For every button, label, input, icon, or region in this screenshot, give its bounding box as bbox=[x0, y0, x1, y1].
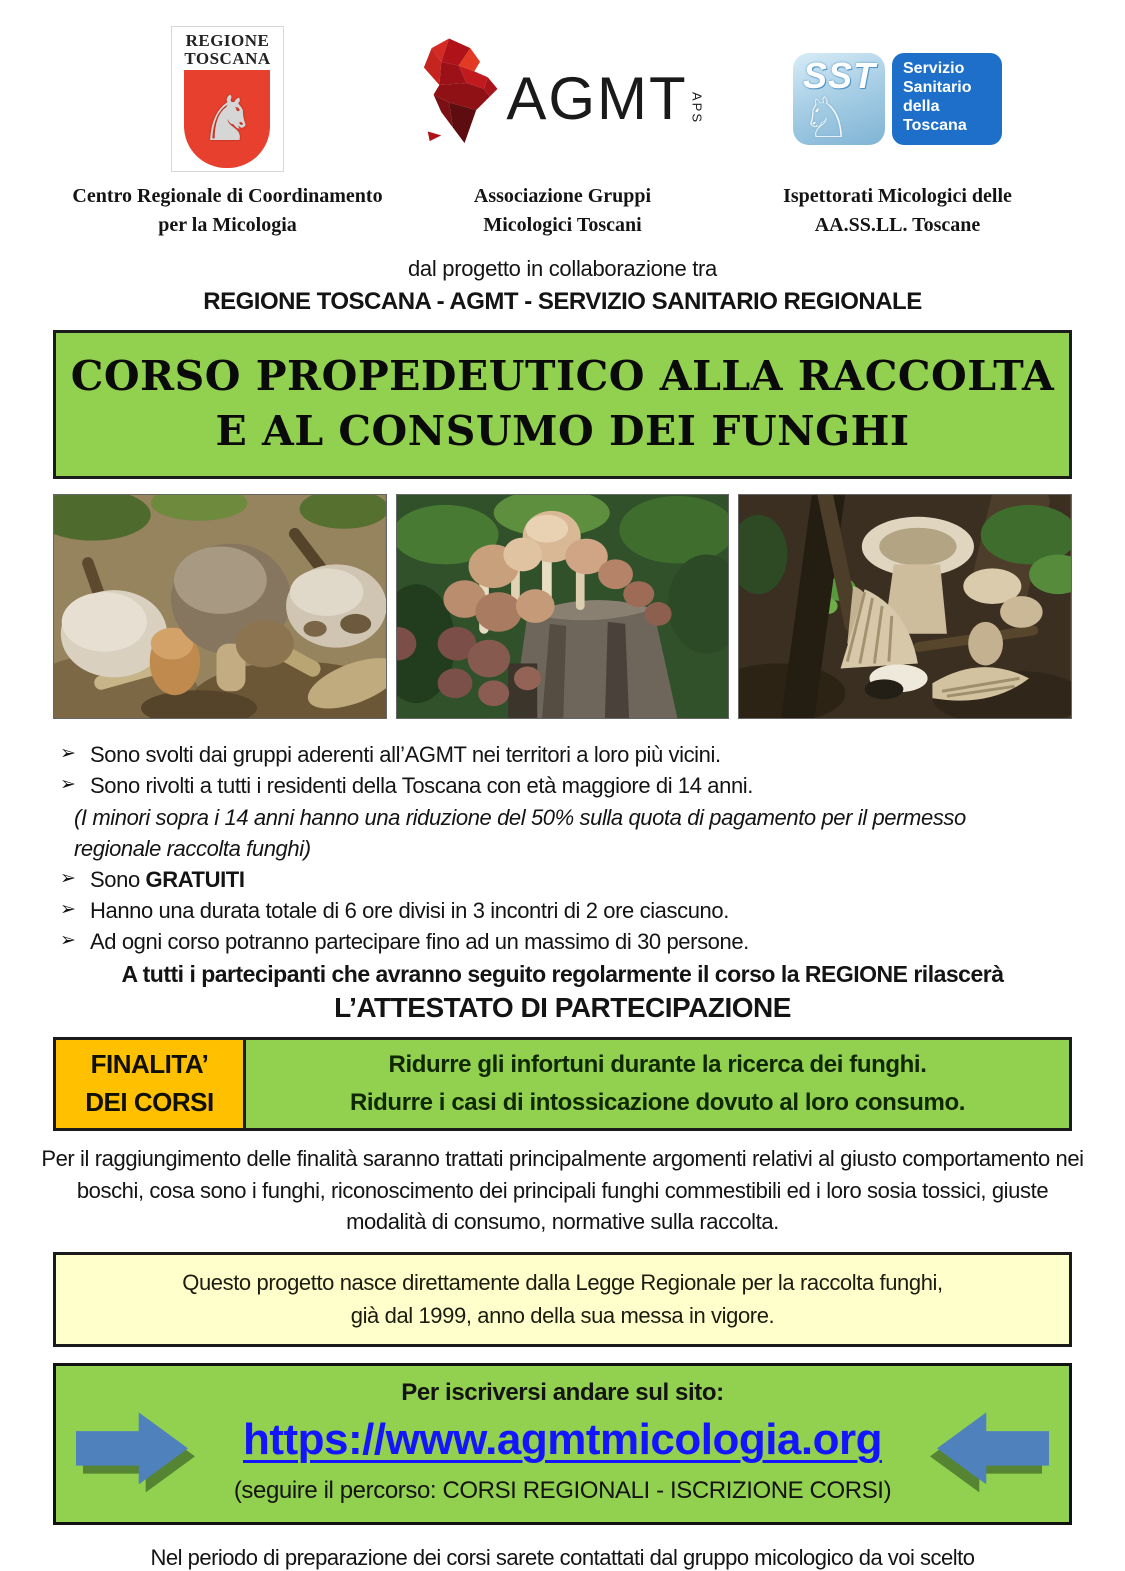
law-box-line1: Questo progetto nasce direttamente dalla Legge Regionale per la raccolta funghi, bbox=[182, 1270, 943, 1296]
porcini-photo-illustration bbox=[54, 495, 386, 718]
sst-caption-line2: AA.SS.LL. Toscane bbox=[814, 214, 981, 236]
regione-caption bbox=[60, 182, 395, 240]
certificate-line2: L’ATTESTATO DI PARTECIPAZIONE bbox=[334, 991, 791, 1023]
funnel-mushrooms-photo-illustration bbox=[739, 495, 1071, 718]
list-item bbox=[60, 770, 1065, 801]
photo-strip bbox=[53, 494, 1072, 719]
agmt-wordmark: AGMT bbox=[506, 65, 688, 132]
goals-text-cell bbox=[246, 1040, 1069, 1128]
sst-caption-line1: Ispettorati Micologici delle bbox=[783, 185, 1012, 207]
sst-pegasus-icon: ♘ bbox=[801, 86, 852, 145]
bullet-text-3-prefix: Sono bbox=[90, 866, 146, 892]
sst-name-line1: Servizio bbox=[903, 60, 965, 77]
mushroom-photo-stump-cluster bbox=[396, 494, 730, 719]
logo-block-agmt bbox=[395, 26, 730, 240]
enrollment-site-link[interactable]: https://www.agmtmicologia.org bbox=[243, 1415, 882, 1465]
logo-block-regione-toscana bbox=[60, 26, 395, 240]
sst-name-line2: Sanitario bbox=[903, 78, 972, 96]
collaboration-line2: REGIONE TOSCANA - AGMT - SERVIZIO SANITARIO REGIONALE bbox=[203, 288, 922, 315]
course-title-line2: E AL CONSUMO DEI FUNGHI bbox=[215, 406, 910, 455]
bullet-text-4: Hanno una durata totale di 6 ore divisi in 3 incontri di 2 ore ciascuno. bbox=[90, 898, 729, 924]
enrollment-cta-box bbox=[53, 1363, 1072, 1525]
certificate-line1: A tutti i partecipanti che avranno seguito regolarmente il corso la REGIONE rilascerà bbox=[121, 960, 1004, 987]
cta-url-row bbox=[56, 1415, 1069, 1465]
collaboration-line1: dal progetto in collaborazione tra bbox=[407, 256, 717, 281]
course-title-banner bbox=[53, 330, 1072, 479]
goals-text-line2: Ridurre i casi di intossicazione dovuto al loro consumo. bbox=[349, 1088, 966, 1116]
minors-discount-note: (I minori sopra i 14 anni hanno una riduzione del 50% sulla quota di pagamento per il permesso regionale raccolta funghi) bbox=[74, 804, 966, 861]
arrow-right-icon bbox=[76, 1412, 196, 1492]
mushroom-photo-porcini bbox=[53, 494, 387, 719]
regione-caption-line2: per la Micologia bbox=[158, 214, 297, 236]
agmt-logo bbox=[395, 26, 730, 172]
arrow-bullet-icon: ➢ bbox=[60, 929, 76, 952]
regional-law-box bbox=[53, 1252, 1072, 1347]
list-item bbox=[60, 739, 1065, 770]
tuscany-lowpoly-icon bbox=[420, 36, 512, 162]
course-title-line1: CORSO PROPEDEUTICO ALLA RACCOLTA bbox=[70, 352, 1055, 400]
bullet-text-3 bbox=[90, 864, 245, 895]
course-topics-paragraph: Per il raggiungimento delle finalità saranno trattati principalmente argomenti relativi al giusto comportamento nei boschi, cosa sono i funghi, riconoscimento dei principali funghi commestibili ed i loro sosia tossici, giuste modalità di consumo, normative sulla raccolta. bbox=[41, 1145, 1084, 1235]
bullet-text-1: Sono svolti dai gruppi aderenti all’AGMT nei territori a loro più vicini. bbox=[90, 742, 721, 768]
goals-text-line1: Ridurre gli infortuni durante la ricerca dei funghi. bbox=[388, 1051, 927, 1079]
bullet-text-3-bold: GRATUITI bbox=[145, 866, 245, 892]
sst-name-line3: della bbox=[903, 97, 940, 115]
arrow-bullet-icon: ➢ bbox=[60, 898, 76, 921]
regione-toscana-logo bbox=[171, 26, 283, 172]
regione-toscana-shield bbox=[184, 70, 270, 168]
header-logo-row bbox=[0, 26, 1125, 240]
certificate-block bbox=[0, 961, 1125, 1024]
stump-cluster-photo-illustration bbox=[397, 495, 729, 718]
regione-toscana-logo-text-line1: REGIONE bbox=[185, 31, 270, 50]
goals-label-line1: FINALITA’ bbox=[90, 1048, 209, 1079]
mushroom-photo-funnels bbox=[738, 494, 1072, 719]
goals-label-line2: DEI CORSI bbox=[85, 1086, 214, 1117]
logo-block-sst bbox=[730, 26, 1065, 240]
arrow-bullet-icon: ➢ bbox=[60, 742, 76, 765]
list-item bbox=[60, 864, 1065, 895]
sst-acronym-text: SST bbox=[803, 55, 877, 96]
regione-toscana-logo-text-line2: TOSCANA bbox=[184, 48, 271, 68]
cta-heading: Per iscriversi andare sul sito: bbox=[401, 1379, 724, 1407]
cta-path-note: (seguire il percorso: CORSI REGIONALI - ISCRIZIONE CORSI) bbox=[233, 1477, 892, 1505]
arrow-bullet-icon: ➢ bbox=[60, 773, 76, 796]
law-box-line2: già dal 1999, anno della sua messa in vigore. bbox=[350, 1303, 775, 1329]
arrow-bullet-icon: ➢ bbox=[60, 866, 76, 889]
sst-name-tile bbox=[892, 53, 1002, 145]
sst-caption bbox=[730, 182, 1065, 240]
collaboration-block bbox=[0, 256, 1125, 316]
arrow-left-icon bbox=[929, 1412, 1049, 1492]
agmt-caption-line1: Associazione Gruppi bbox=[473, 185, 652, 207]
sst-acronym-tile bbox=[793, 53, 885, 145]
goals-table bbox=[53, 1037, 1072, 1131]
list-item bbox=[60, 926, 1065, 957]
bullet-text-5: Ad ogni corso potranno partecipare fino ad un massimo di 30 persone. bbox=[90, 929, 749, 955]
agmt-caption bbox=[395, 182, 730, 240]
bullet-text-2: Sono rivolti a tutti i residenti della Toscana con età maggiore di 14 anni. bbox=[90, 773, 754, 799]
sst-name-line4: Toscana bbox=[903, 116, 967, 134]
list-item bbox=[60, 895, 1065, 926]
regione-caption-line1: Centro Regionale di Coordinamento bbox=[72, 185, 383, 207]
course-info-list bbox=[60, 739, 1065, 958]
footer-contact-note: Nel periodo di preparazione dei corsi sarete contattati dal gruppo micologico da voi scelto bbox=[150, 1545, 975, 1571]
agmt-caption-line2: Micologici Toscani bbox=[483, 214, 642, 236]
sst-logo bbox=[730, 26, 1065, 172]
agmt-aps-suffix: APS bbox=[689, 91, 705, 124]
pegasus-icon: ♞ bbox=[199, 81, 256, 155]
goals-label-cell bbox=[56, 1040, 246, 1128]
